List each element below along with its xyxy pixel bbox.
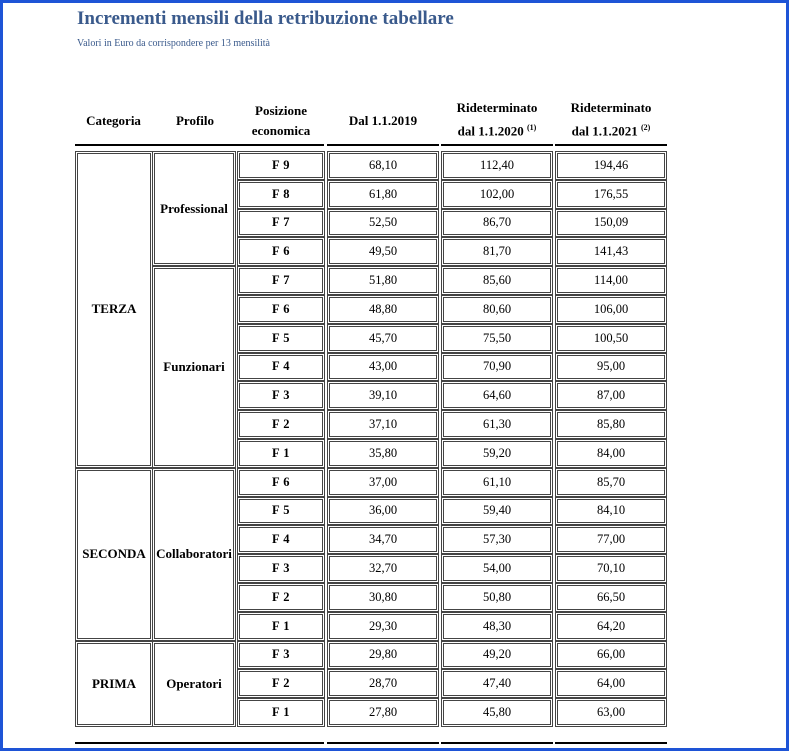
value-2019-cell: 37,10 (327, 410, 439, 439)
value-2019-cell: 51,80 (327, 266, 439, 295)
value-2021-cell: 141,43 (555, 237, 667, 266)
value-2019-cell: 29,30 (327, 612, 439, 641)
value-2020-cell: 54,00 (441, 554, 553, 583)
value-2021-cell: 100,50 (555, 324, 667, 353)
value-2020-cell: 45,80 (441, 698, 553, 727)
value-2021-cell: 66,00 (555, 641, 667, 670)
value-2020-cell: 50,80 (441, 583, 553, 612)
value-2020-cell: 64,60 (441, 381, 553, 410)
value-2020-cell: 75,50 (441, 324, 553, 353)
value-2020-cell: 61,30 (441, 410, 553, 439)
profile-label: Operatori (166, 675, 222, 691)
bottom-rule (327, 742, 439, 744)
header-rule (441, 144, 553, 146)
header-rule (75, 144, 324, 146)
header-posizione: Posizione economica (251, 103, 311, 138)
value-2019-cell: 39,10 (327, 381, 439, 410)
value-2020-cell: 48,30 (441, 612, 553, 641)
header-categoria: Categoria (86, 113, 141, 128)
value-2019-cell: 37,00 (327, 468, 439, 497)
header-col-2019: Dal 1.1.2019 (348, 113, 418, 128)
value-2019-cell: 30,80 (327, 583, 439, 612)
value-2020-cell: 85,60 (441, 266, 553, 295)
value-2020-cell: 49,20 (441, 641, 553, 670)
value-2019-cell: 28,70 (327, 669, 439, 698)
position-cell: F 6 (237, 237, 325, 266)
position-cell: F 1 (237, 698, 325, 727)
position-cell: F 7 (237, 209, 325, 238)
value-2020-cell: 47,40 (441, 669, 553, 698)
value-2021-cell: 95,00 (555, 353, 667, 382)
position-cell: F 1 (237, 439, 325, 468)
value-2021-cell: 87,00 (555, 381, 667, 410)
category-label: SECONDA (82, 546, 146, 562)
value-2020-cell: 57,30 (441, 525, 553, 554)
value-2021-cell: 194,46 (555, 151, 667, 180)
value-2021-cell: 114,00 (555, 266, 667, 295)
value-2020-cell: 59,40 (441, 497, 553, 526)
value-2019-cell: 52,50 (327, 209, 439, 238)
value-2021-cell: 85,80 (555, 410, 667, 439)
header-col-2021: Rideterminato dal 1.1.2021 $^{(2)}$ (570, 100, 652, 139)
profile-label: Funzionari (163, 359, 225, 374)
position-cell: F 3 (237, 554, 325, 583)
position-cell: F 4 (237, 525, 325, 554)
value-2020-cell: 112,40 (441, 151, 553, 180)
position-cell: F 2 (237, 410, 325, 439)
value-2019-cell: 61,80 (327, 180, 439, 209)
position-cell: F 3 (237, 641, 325, 670)
value-2021-cell: 64,20 (555, 612, 667, 641)
header-rule (555, 144, 667, 146)
position-cell: F 6 (237, 468, 325, 497)
position-cell: F 7 (237, 266, 325, 295)
value-2019-cell: 32,70 (327, 554, 439, 583)
page-subtitle: Valori in Euro da corrispondere per 13 mensilità (77, 38, 270, 49)
position-cell: F 1 (237, 612, 325, 641)
profile-label: Collaboratori (156, 546, 232, 562)
value-2019-cell: 29,80 (327, 641, 439, 670)
value-2020-cell: 80,60 (441, 295, 553, 324)
value-2021-cell: 84,00 (555, 439, 667, 468)
value-2021-cell: 106,00 (555, 295, 667, 324)
value-2019-cell: 49,50 (327, 237, 439, 266)
value-2021-cell: 176,55 (555, 180, 667, 209)
footnote-marker-1: (1) (527, 123, 537, 132)
value-2019-cell: 36,00 (327, 497, 439, 526)
header-col-2020: Rideterminato dal 1.1.2020 $^{(1)}$ (456, 100, 538, 139)
bottom-rule (555, 742, 667, 744)
profile-label: Professional (160, 200, 228, 216)
position-cell: F 8 (237, 180, 325, 209)
value-2019-cell: 43,00 (327, 353, 439, 382)
header-rule (327, 144, 439, 146)
header-profilo: Profilo (175, 113, 215, 128)
value-2019-cell: 48,80 (327, 295, 439, 324)
value-2019-cell: 68,10 (327, 151, 439, 180)
category-label: PRIMA (91, 675, 137, 691)
position-cell: F 4 (237, 353, 325, 382)
value-2021-cell: 85,70 (555, 468, 667, 497)
position-cell: F 5 (237, 324, 325, 353)
category-label: TERZA (91, 301, 137, 317)
value-2020-cell: 70,90 (441, 353, 553, 382)
position-cell: F 3 (237, 381, 325, 410)
value-2019-cell: 27,80 (327, 698, 439, 727)
value-2020-cell: 86,70 (441, 209, 553, 238)
page-title: Incrementi mensili della retribuzione tabellare (77, 8, 454, 29)
value-2019-cell: 45,70 (327, 324, 439, 353)
bottom-rule (441, 742, 553, 744)
value-2021-cell: 84,10 (555, 497, 667, 526)
footnote-marker-2: (2) (641, 123, 651, 132)
value-2021-cell: 150,09 (555, 209, 667, 238)
value-2021-cell: 70,10 (555, 554, 667, 583)
position-cell: F 2 (237, 583, 325, 612)
value-2019-cell: 35,80 (327, 439, 439, 468)
value-2020-cell: 102,00 (441, 180, 553, 209)
position-cell: F 2 (237, 669, 325, 698)
value-2020-cell: 61,10 (441, 468, 553, 497)
value-2019-cell: 34,70 (327, 525, 439, 554)
position-cell: F 5 (237, 497, 325, 526)
value-2021-cell: 63,00 (555, 698, 667, 727)
value-2020-cell: 59,20 (441, 439, 553, 468)
value-2021-cell: 64,00 (555, 669, 667, 698)
bottom-rule (75, 742, 324, 744)
value-2021-cell: 77,00 (555, 525, 667, 554)
value-2020-cell: 81,70 (441, 237, 553, 266)
value-2021-cell: 66,50 (555, 583, 667, 612)
position-cell: F 6 (237, 295, 325, 324)
position-cell: F 9 (237, 151, 325, 180)
